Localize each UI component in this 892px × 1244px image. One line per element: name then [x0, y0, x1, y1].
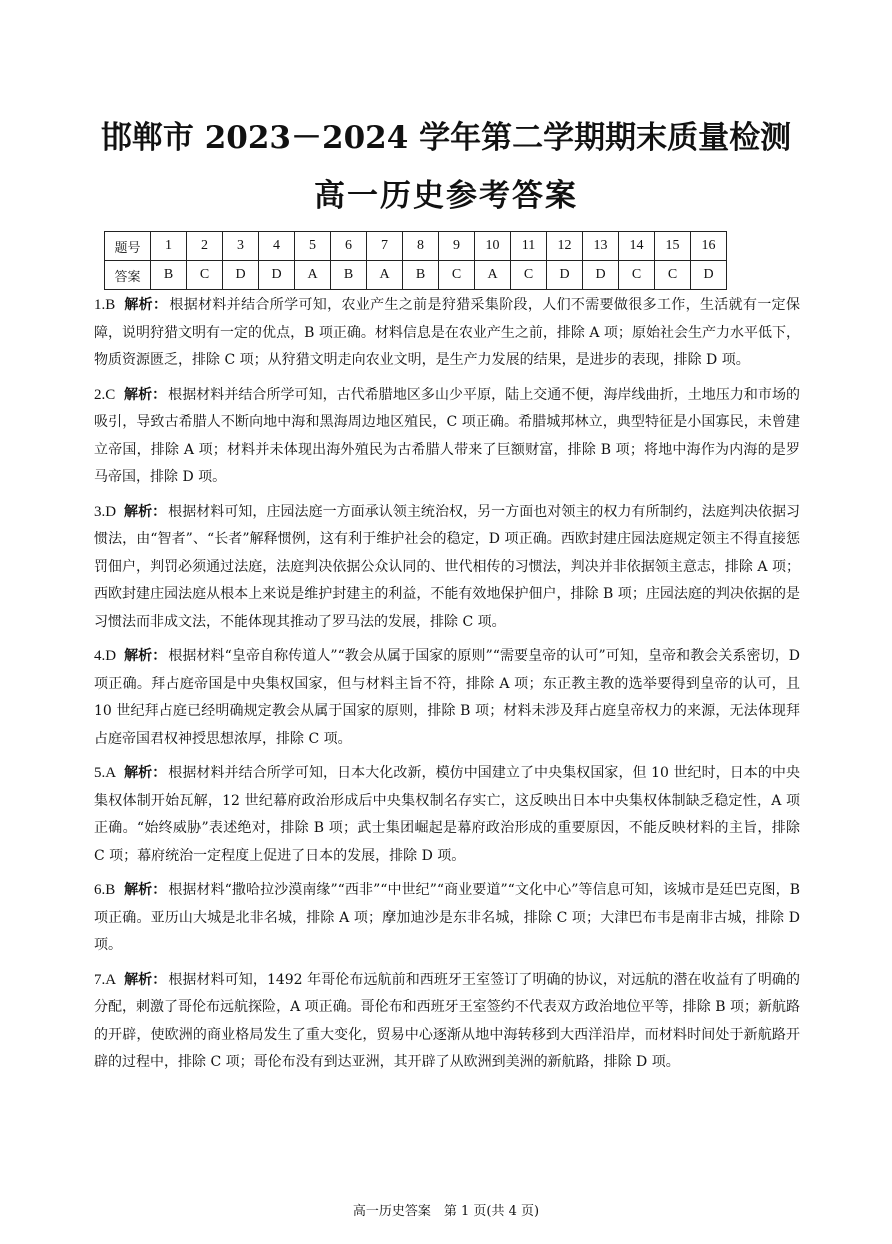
question-number: 16	[691, 232, 727, 261]
analysis-label: 解析：	[124, 971, 167, 988]
analysis-list	[94, 292, 800, 1084]
item-number: 3.D	[94, 503, 117, 520]
analysis-label: 解析：	[124, 386, 167, 403]
analysis-item	[94, 382, 800, 492]
answer-key-table	[104, 231, 727, 290]
page-subtitle: 高一历史参考答案	[314, 178, 578, 214]
question-number: 3	[223, 232, 259, 261]
answer-cell: D	[547, 261, 583, 290]
answer-row	[105, 261, 727, 290]
question-number: 4	[259, 232, 295, 261]
question-number: 1	[151, 232, 187, 261]
question-number: 12	[547, 232, 583, 261]
analysis-item	[94, 760, 800, 870]
analysis-label: 解析：	[124, 765, 167, 781]
item-number: 5.A	[94, 765, 117, 781]
question-number: 13	[583, 232, 619, 261]
answer-cell: B	[403, 261, 439, 290]
item-number: 1.B	[94, 297, 116, 313]
question-number: 11	[511, 232, 547, 261]
answer-cell: A	[475, 261, 511, 290]
answer-cell: B	[331, 261, 367, 290]
row-label-question: 题号	[105, 232, 151, 261]
analysis-text: 根据材料“撒哈拉沙漠南缘”“西非”“中世纪”“商业要道”“文化中心”等信息可知，该城市是廷巴克图，B 项正确。亚历山大城是北非名城，排除 A 项；摩加迪沙是东非名城，排除 C 项；大津巴布韦是南非古城，排除 D 项。	[94, 882, 801, 953]
analysis-item	[94, 967, 800, 1077]
page-title: 邯郸市 2023－2024 学年第二学期期末质量检测	[100, 120, 792, 156]
analysis-item	[94, 877, 800, 960]
answer-cell: D	[223, 261, 259, 290]
answer-cell: B	[151, 261, 187, 290]
item-number: 4.D	[94, 648, 117, 664]
question-number: 9	[439, 232, 475, 261]
question-number: 6	[331, 232, 367, 261]
analysis-label: 解析：	[124, 503, 167, 520]
analysis-text: 根据材料可知，1492 年哥伦布远航前和西班牙王室签订了明确的协议，对远航的潜在收益有了明确的分配，刺激了哥伦布远航探险，A 项正确。哥伦布和西班牙王室签约不代表双方政治地位平等，排除 B 项；新航路的开辟，使欧洲的商业格局发生了重大变化，贸易中心逐渐从地中海转移到大西洋沿岸，而材料时间处于新航路开辟的过程中，排除 C 项；哥伦布没有到达亚洲，其开辟了从欧洲到美洲的新航路，排除 D 项。	[94, 971, 801, 1070]
question-number: 15	[655, 232, 691, 261]
answer-cell: C	[439, 261, 475, 290]
answer-cell: C	[511, 261, 547, 290]
analysis-label: 解析：	[124, 648, 167, 664]
question-number-row	[105, 232, 727, 261]
answer-cell: C	[619, 261, 655, 290]
question-number: 7	[367, 232, 403, 261]
answer-cell: D	[259, 261, 295, 290]
analysis-item	[94, 292, 800, 375]
analysis-text: 根据材料并结合所学可知，日本大化改新，模仿中国建立了中央集权国家，但 10 世纪时，日本的中央集权体制开始瓦解，12 世纪幕府政治形成后中央集权制名存实亡，这反映出日本中央集权体制缺乏稳定性，A 项正确。“始终威胁”表述绝对，排除 B 项；武士集团崛起是幕府政治形成的重要原因，不能反映材料的主旨，排除 C 项；幕府统治一定程度上促进了日本的发展，排除 D 项。	[94, 765, 801, 864]
answer-cell: C	[655, 261, 691, 290]
question-number: 14	[619, 232, 655, 261]
item-number: 6.B	[94, 882, 116, 898]
item-number: 7.A	[94, 971, 117, 988]
question-number: 5	[295, 232, 331, 261]
answer-cell: A	[295, 261, 331, 290]
answer-cell: C	[187, 261, 223, 290]
question-number: 10	[475, 232, 511, 261]
answer-cell: D	[583, 261, 619, 290]
analysis-text: 根据材料并结合所学可知，农业产生之前是狩猎采集阶段，人们不需要做很多工作，生活就有一定保障，说明狩猎文明有一定的优点，B 项正确。材料信息是在农业产生之前，排除 A 项；原始社会生产力水平低下，物质资源匮乏，排除 C 项；从狩猎文明走向农业文明，是生产力发展的结果，是进步的表现，排除 D 项。	[94, 297, 801, 368]
row-label-answer: 答案	[105, 261, 151, 290]
question-number: 8	[403, 232, 439, 261]
page-footer: 高一历史答案 第 1 页(共 4 页)	[352, 1204, 540, 1219]
answer-cell: A	[367, 261, 403, 290]
analysis-text: 根据材料可知，庄园法庭一方面承认领主统治权，另一方面也对领主的权力有所制约，法庭判决依据习惯法，由“智者”、“长者”解释惯例，这有利于维护社会的稳定，D 项正确。西欧封建庄园法庭规定领主不得直接惩罚佃户，判罚必须通过法庭，法庭判决依据公众认同的、世代相传的习惯法，判决并非依据领主意志，排除 A 项；西欧封建庄园法庭从根本上来说是维护封建主的利益，不能有效地保护佃户，排除 B 项；庄园法庭的判决依据的是习惯法而非成文法，不能体现其推动了罗马法的发展，排除 C 项。	[94, 503, 801, 630]
question-number: 2	[187, 232, 223, 261]
analysis-item	[94, 643, 800, 753]
answer-cell: D	[691, 261, 727, 290]
analysis-text: 根据材料并结合所学可知，古代希腊地区多山少平原，陆上交通不便，海岸线曲折，土地压力和市场的吸引，导致古希腊人不断向地中海和黑海周边地区殖民，C 项正确。希腊城邦林立，典型特征是小国寡民，未曾建立帝国，排除 A 项；材料并未体现出海外殖民为古希腊人带来了巨额财富，排除 B 项；将地中海作为内海的是罗马帝国，排除 D 项。	[94, 386, 801, 485]
analysis-item	[94, 499, 800, 637]
analysis-label: 解析：	[124, 882, 167, 898]
analysis-text: 根据材料“皇帝自称传道人”“教会从属于国家的原则”“需要皇帝的认可”可知，皇帝和教会关系密切，D 项正确。拜占庭帝国是中央集权国家，但与材料主旨不符，排除 A 项；东正教主教的选举要得到皇帝的认可，且 10 世纪拜占庭已经明确规定教会从属于国家的原则，排除 B 项；材料未涉及拜占庭皇帝权力的来源，无法体现拜占庭帝国君权神授思想浓厚，排除 C 项。	[94, 648, 800, 747]
analysis-label: 解析：	[124, 297, 168, 313]
item-number: 2.C	[94, 386, 116, 403]
